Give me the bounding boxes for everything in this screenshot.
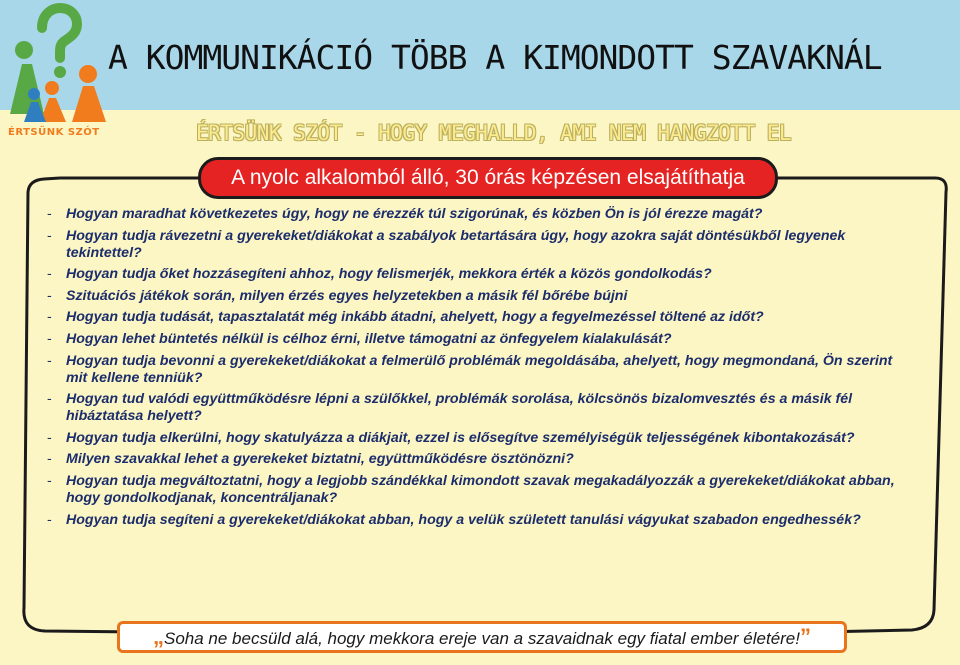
logo-caption: ÉRTSÜNK SZÓT bbox=[8, 127, 100, 138]
list-item bbox=[47, 353, 917, 387]
open-quote: „ bbox=[153, 624, 164, 649]
list-item-marker: - bbox=[47, 352, 52, 369]
list-item-text: Hogyan tudja rávezetni a gyerekeket/diákokat a szabályok betartására úgy, hogy azokra saját döntésükből legyenek tekintettel? bbox=[66, 227, 846, 261]
list-item-marker: - bbox=[47, 472, 52, 489]
list-item bbox=[47, 391, 917, 425]
list-item bbox=[47, 331, 917, 348]
list-item-marker: - bbox=[47, 429, 52, 446]
list-item bbox=[47, 309, 917, 326]
list-item bbox=[47, 288, 917, 305]
list-item bbox=[47, 228, 917, 262]
list-item-text: Hogyan tudja megváltoztatni, hogy a legjobb szándékkal kimondott szavak megakadályozzák a gyerekeket/diákokat abban, hogy gondolkodjanak, koncentráljanak? bbox=[66, 472, 895, 506]
list-item bbox=[47, 430, 917, 447]
list-item-text: Hogyan tudja segíteni a gyerekeket/diákokat abban, hogy a velük született tanulási vágyukat szabadon engedhessék? bbox=[66, 511, 861, 528]
list-item-text: Milyen szavakkal lehet a gyerekeket biztatni, együttműködésre ösztönözni? bbox=[66, 451, 574, 468]
list-item bbox=[47, 451, 917, 468]
close-quote: ” bbox=[800, 624, 811, 649]
list-item-marker: - bbox=[47, 309, 52, 326]
motto-text: Soha ne becsüld alá, hogy mekkora ereje van a szavaidnak egy fiatal ember életére! bbox=[164, 629, 800, 648]
list-item-text: Hogyan tudja bevonni a gyerekeket/diákokat a felmerülő problémák megoldásába, ahelyett, hogy megmondaná, Ön szerint mit kellene tenniük? bbox=[66, 352, 893, 386]
list-item-text: Hogyan lehet büntetés nélkül is célhoz érni, illetve támogatni az önfegyelem kialakulását? bbox=[66, 330, 672, 347]
list-item bbox=[47, 473, 917, 507]
page-title: A KOMMUNIKÁCIÓ TÖBB A KIMONDOTT SZAVAKNÁL bbox=[108, 38, 882, 77]
list-item-marker: - bbox=[47, 511, 52, 528]
motto-box bbox=[117, 621, 847, 653]
list-item-text: Hogyan tud valódi együttműködésre lépni a szülőkkel, problémák sorolása, kölcsönös bizalomvesztés és a másik fél hibáztatása helyett? bbox=[66, 391, 853, 425]
list-item-marker: - bbox=[47, 287, 52, 304]
training-badge: A nyolc alkalomból álló, 30 órás képzésen elsajátíthatja bbox=[198, 157, 778, 199]
list-item-marker: - bbox=[47, 330, 52, 347]
question-list bbox=[47, 206, 917, 533]
motto-text-wrap bbox=[153, 624, 811, 650]
list-item-text: Hogyan maradhat következetes úgy, hogy ne érezzék túl szigorúnak, és közben Ön is jól érezze magát? bbox=[66, 206, 763, 222]
page-subtitle: ÉRTSÜNK SZÓT - HOGY MEGHALLD, AMI NEM HANGZOTT EL bbox=[196, 121, 792, 145]
list-item-marker: - bbox=[47, 391, 52, 408]
list-item bbox=[47, 266, 917, 283]
list-item-text: Hogyan tudja tudását, tapasztalatát még inkább átadni, ahelyett, hogy a fegyelmezéssel töltené az időt? bbox=[66, 309, 764, 326]
list-item-marker: - bbox=[47, 451, 52, 468]
list-item bbox=[47, 206, 917, 223]
list-item-text: Hogyan tudja őket hozzásegíteni ahhoz, hogy felismerjék, mekkora érték a közös gondolkodás? bbox=[66, 266, 712, 283]
list-item-text: Szituációs játékok során, milyen érzés egyes helyzetekben a másik fél bőrébe bújni bbox=[66, 287, 628, 304]
list-item-text: Hogyan tudja elkerülni, hogy skatulyázza a diákjait, ezzel is elősegítve személyiségük teljességének kibontakozását? bbox=[66, 429, 855, 446]
list-item-marker: - bbox=[47, 227, 52, 244]
list-item bbox=[47, 512, 917, 529]
list-item-marker: - bbox=[47, 206, 52, 222]
list-item-marker: - bbox=[47, 266, 52, 283]
